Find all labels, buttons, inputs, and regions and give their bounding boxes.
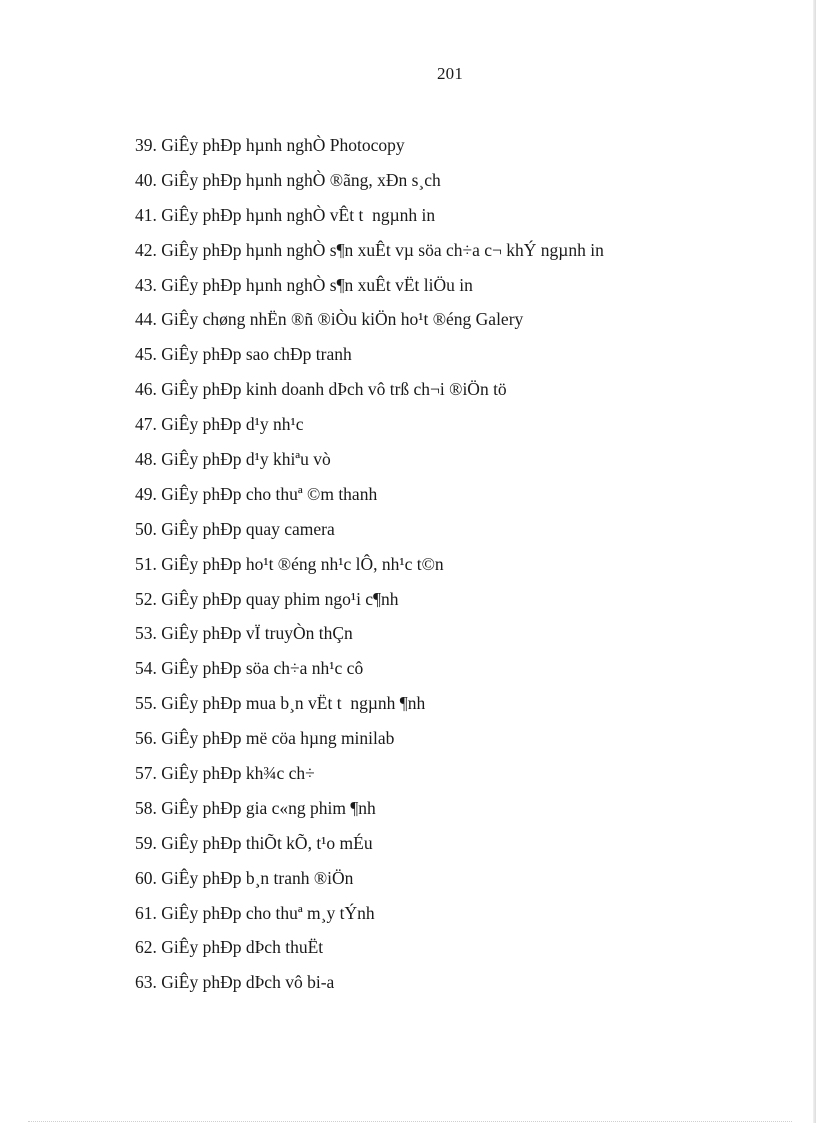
item-number: 49.: [135, 483, 157, 504]
list-item: [135, 168, 604, 203]
list-item: [135, 377, 604, 412]
item-text: GiÊy phÐp kh¾c ch÷: [161, 763, 315, 784]
item-number: 57.: [135, 763, 157, 784]
list-item: [135, 621, 604, 656]
item-number: 42.: [135, 239, 157, 260]
item-number: 54.: [135, 658, 157, 679]
item-text: GiÊy phÐp d¹y khiªu vò: [161, 449, 331, 470]
item-text: GiÊy phÐp quay camera: [161, 518, 335, 539]
item-number: 62.: [135, 937, 157, 958]
item-text: GiÊy phÐp b¸n tranh ®iÖn: [161, 867, 354, 888]
item-number: 51.: [135, 553, 157, 574]
item-text: GiÊy phÐp söa ch÷a nh¹c cô: [161, 658, 364, 679]
item-text: GiÊy phÐp hµnh nghÒ s¶n xuÊt vËt liÖu in: [161, 274, 473, 295]
list-item: [135, 552, 604, 587]
item-text: GiÊy phÐp hµnh nghÒ s¶n xuÊt vµ söa ch÷a c¬ khÝ ngµnh in: [161, 239, 604, 260]
item-number: 52.: [135, 588, 157, 609]
list-item: [135, 133, 604, 168]
list-item: [135, 412, 604, 447]
item-text: GiÊy phÐp hµnh nghÒ Photocopy: [161, 135, 405, 155]
list-item: [135, 342, 604, 377]
item-text: GiÊy phÐp hµnh nghÒ ®ãng, xÐn s¸ch: [161, 169, 441, 190]
item-text: GiÊy phÐp dÞch vô bi-a: [161, 972, 335, 993]
item-text: GiÊy phÐp kinh doanh dÞch vô trß ch¬i ®iÖn tö: [161, 379, 507, 400]
item-text: GiÊy phÐp ho¹t ®éng nh¹c lÔ, nh¹c t©n: [161, 553, 444, 574]
item-number: 44.: [135, 309, 157, 330]
item-number: 41.: [135, 204, 157, 225]
list-item: [135, 901, 604, 936]
item-number: 61.: [135, 902, 157, 923]
item-number: 47.: [135, 414, 157, 435]
list-item: [135, 970, 604, 1005]
list-item: [135, 935, 604, 970]
item-text: GiÊy chøng nhËn ®ñ ®iÒu kiÖn ho¹t ®éng Galery: [161, 309, 524, 330]
page-number: 201: [436, 64, 464, 83]
list-item: [135, 796, 604, 831]
item-number: 59.: [135, 832, 157, 853]
item-text: GiÊy phÐp thiÕt kÕ, t¹o mÉu: [161, 832, 373, 853]
item-number: 56.: [135, 728, 157, 749]
page-bottom-border: [28, 1121, 792, 1122]
item-number: 46.: [135, 379, 157, 400]
list-item: [135, 238, 604, 273]
list-item: [135, 761, 604, 796]
list-item: [135, 447, 604, 482]
item-text: GiÊy phÐp gia c«ng phim ¶nh: [161, 797, 376, 818]
item-text: GiÊy phÐp mua b¸n vËt t ngµnh ¶nh: [161, 693, 426, 714]
item-number: 43.: [135, 274, 157, 295]
item-text: GiÊy phÐp më cöa hµng minilab: [161, 728, 395, 749]
item-text: GiÊy phÐp cho thuª ©m thanh: [161, 483, 378, 504]
list-item: [135, 587, 604, 622]
item-number: 55.: [135, 693, 157, 714]
item-text: GiÊy phÐp hµnh nghÒ vÊt t ngµnh in: [161, 204, 436, 225]
item-number: 63.: [135, 972, 157, 993]
permit-list: [135, 133, 604, 1005]
list-item: [135, 482, 604, 517]
list-item: [135, 656, 604, 691]
item-text: GiÊy phÐp dÞch thuËt: [161, 937, 324, 958]
item-number: 53.: [135, 623, 157, 644]
item-text: GiÊy phÐp vÏ truyÒn thÇn: [161, 623, 353, 644]
list-item: [135, 726, 604, 761]
item-number: 39.: [135, 135, 157, 155]
item-number: 60.: [135, 867, 157, 888]
item-text: GiÊy phÐp d¹y nh¹c: [161, 414, 304, 435]
list-item: [135, 307, 604, 342]
item-text: GiÊy phÐp cho thuª m¸y tÝnh: [161, 902, 375, 923]
list-item: [135, 273, 604, 308]
item-number: 58.: [135, 797, 157, 818]
list-item: [135, 691, 604, 726]
list-item: [135, 831, 604, 866]
item-number: 50.: [135, 518, 157, 539]
list-item: [135, 866, 604, 901]
list-item: [135, 517, 604, 552]
item-text: GiÊy phÐp quay phim ngo¹i c¶nh: [161, 588, 399, 609]
item-text: GiÊy phÐp sao chÐp tranh: [161, 344, 352, 365]
item-number: 45.: [135, 344, 157, 365]
item-number: 40.: [135, 169, 157, 190]
item-number: 48.: [135, 449, 157, 470]
list-item: [135, 203, 604, 238]
